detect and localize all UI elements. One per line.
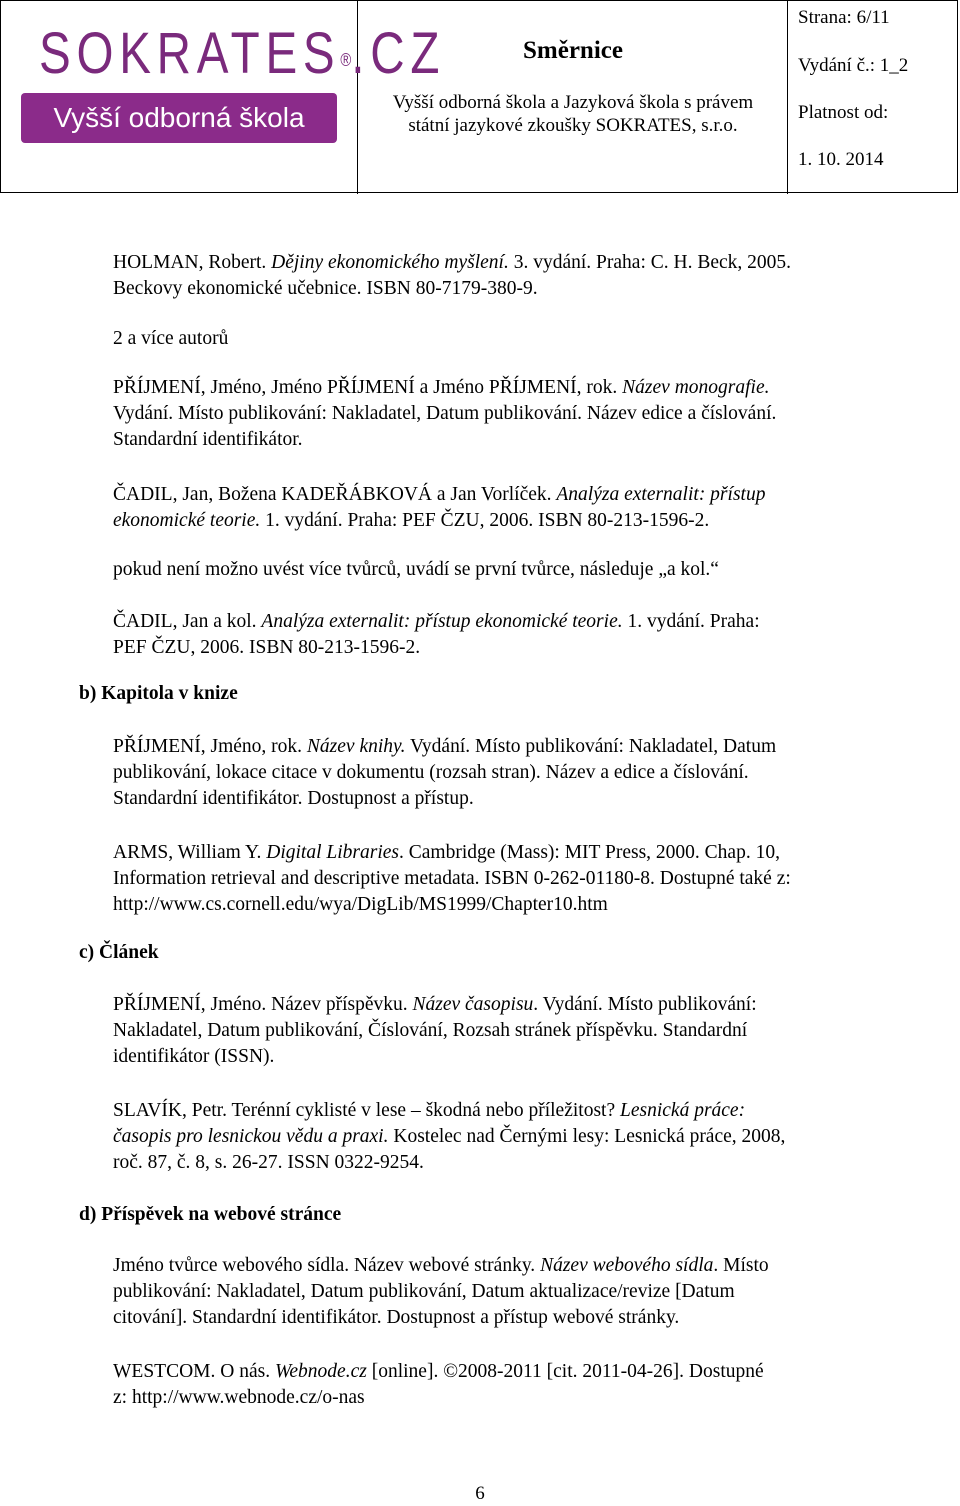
citation-url: http://www.cs.cornell.edu/wya/DigLib/MS1999/Chapter10.htm [113,894,608,915]
edition-label: Vydání č.: 1_2 [798,55,909,76]
note-line: pokud není možno uvést více tvůrců, uvádí se první tvůrce, následuje „a kol.“ [113,559,719,580]
citation-line: ČADIL, Jan, Božena KADEŘÁBKOVÁ a Jan Vorlíček. Analýza externalit: přístup [113,484,766,505]
citation-line: Beckovy ekonomické učebnice. ISBN 80-7179-380-9. [113,278,538,299]
page-number: 6 [475,1483,485,1504]
validity-date: 1. 10. 2014 [798,149,884,170]
citation-line: časopis pro lesnickou vědu a praxi. Kostelec nad Černými lesy: Lesnická práce, 2008, [113,1126,786,1147]
section-heading: c) Článek [79,942,159,963]
subsection-label: 2 a více autorů [113,328,229,349]
template-line: Nakladatel, Datum publikování, Číslování, Rozsah stránek příspěvku. Standardní [113,1020,748,1041]
citation-line: roč. 87, č. 8, s. 26-27. ISSN 0322-9254. [113,1152,424,1173]
template-line: Vydání. Místo publikování: Nakladatel, Datum publikování. Název edice a číslování. [113,403,777,424]
template-line: Standardní identifikátor. Dostupnost a přístup. [113,788,474,809]
template-line: citování]. Standardní identifikátor. Dostupnost a přístup webové stránky. [113,1307,680,1328]
citation-line: SLAVÍK, Petr. Terénní cyklisté v lese – škodná nebo příležitost? Lesnická práce: [113,1100,746,1121]
validity-label: Platnost od: [798,102,889,123]
logo [1,1,446,194]
logo-wordmark: SOKRATES®.CZ [39,21,446,86]
template-line: Standardní identifikátor. [113,429,303,450]
template-line: publikování: Nakladatel, Datum publikování, Datum aktualizace/revize [Datum [113,1281,735,1302]
school-name-line-2: státní jazykové zkoušky SOKRATES, s.r.o. [408,115,738,136]
logo-subtitle: Vyšší odborná škola [53,102,305,133]
logo-banner [21,93,337,143]
header-meta-cell [788,1,959,194]
template-line: Jméno tvůrce webového sídla. Název webové stránky. Název webového sídla. Místo [113,1255,769,1276]
school-name-line-1: Vyšší odborná škola a Jazyková škola s právem [392,92,754,113]
document-header [0,0,958,193]
citation-line: HOLMAN, Robert. Dějiny ekonomického myšlení. 3. vydání. Praha: C. H. Beck, 2005. [113,252,792,273]
citation-line: ČADIL, Jan a kol. Analýza externalit: přístup ekonomické teorie. 1. vydání. Praha: [113,611,760,632]
citation-line: ARMS, William Y. Digital Libraries. Cambridge (Mass): MIT Press, 2000. Chap. 10, [113,842,780,863]
template-line: PŘÍJMENÍ, Jméno, Jméno PŘÍJMENÍ a Jméno PŘÍJMENÍ, rok. Název monografie. [113,377,770,398]
school-name [358,91,788,137]
citation-line: ekonomické teorie. 1. vydání. Praha: PEF ČZU, 2006. ISBN 80-213-1596-2. [113,510,710,531]
template-line: identifikátor (ISSN). [113,1046,275,1067]
citation-line: Information retrieval and descriptive metadata. ISBN 0-262-01180-8. Dostupné také z: [113,868,791,889]
header-title-cell [358,1,788,194]
template-line: PŘÍJMENÍ, Jméno, rok. Název knihy. Vydání. Místo publikování: Nakladatel, Datum [113,736,777,757]
citation-line: WESTCOM. O nás. Webnode.cz [online]. ©2008-2011 [cit. 2011-04-26]. Dostupné [113,1361,764,1382]
document-title: Směrnice [523,37,623,64]
section-heading: d) Příspěvek na webové stránce [79,1204,342,1225]
template-line: publikování, lokace citace v dokumentu (rozsah stran). Název a edice a číslování. [113,762,749,783]
template-line: PŘÍJMENÍ, Jméno. Název příspěvku. Název časopisu. Vydání. Místo publikování: [113,994,757,1015]
section-heading: b) Kapitola v knize [79,683,238,704]
page-label: Strana: 6/11 [798,7,890,28]
citation-line: PEF ČZU, 2006. ISBN 80-213-1596-2. [113,637,421,658]
citation-url: z: http://www.webnode.cz/o-nas [113,1387,365,1408]
